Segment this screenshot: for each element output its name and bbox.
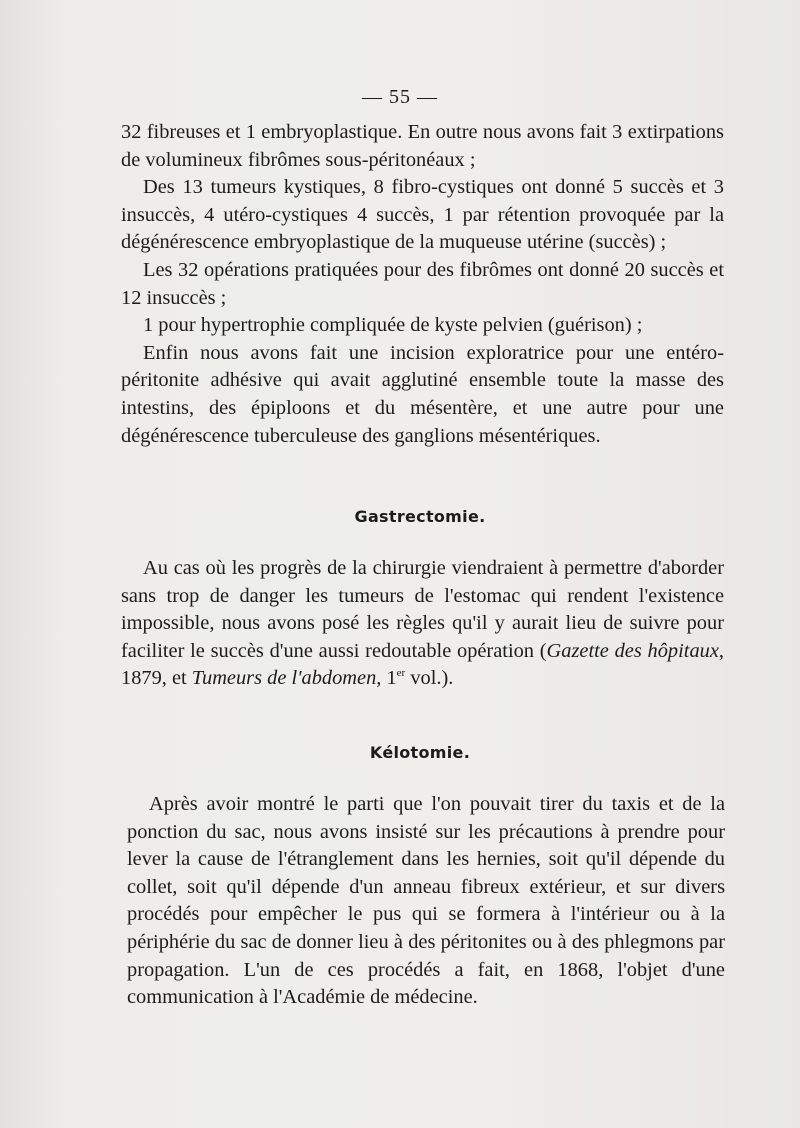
paragraph-gastrectomie <box>121 555 724 693</box>
text-block-operations <box>121 119 724 450</box>
text-gastrectomie-mid: , 1879, et <box>121 639 724 690</box>
text-block-kelotomie <box>127 791 725 1012</box>
paragraph-tumeurs-kystiques: Des 13 tumeurs kystiques, 8 fibro-cystiques ont donné 5 succès et 3 insuccès, 4 utéro-cystiques 4 succès, 1 par rétention provoquée par la dégénérescence embryoplastique de la muqueuse utérine (succès) ; <box>121 176 724 254</box>
section-heading-kelotomie: Kélotomie. <box>369 743 471 762</box>
paragraph-fibreuses: 32 fibreuses et 1 embryoplastique. En outre nous avons fait 3 extirpations de volumineux fibrômes sous-péritonéaux ; <box>121 121 724 171</box>
paragraph-kelotomie: Après avoir montré le parti que l'on pouvait tirer du taxis et de la ponction du sac, nous avons insisté sur les précautions à prendre pour lever la cause de l'étranglement dans les hernies, soit qu'il dépende du collet, soit qu'il dépende d'un anneau fibreux extérieur, et sur divers procédés pour empêcher le pus qui se formera à l'intérieur ou à la périphérie du sac de donner lieu à des péritonites ou à des phlegmons par propagation. L'un de ces procédés a fait, en 1868, l'objet d'une communication à l'Académie de médecine. <box>127 793 725 1009</box>
text-gastrectomie-vol: , 1 <box>376 667 397 690</box>
paragraph-incision-exploratrice: Enfin nous avons fait une incision exploratrice pour une entéro-péritonite adhésive qui avait agglutiné ensemble toute la masse des intestins, des épiploons et du mésentère, et une autre pour une dégénérescence tuberculeuse des ganglions mésentériques. <box>121 341 724 447</box>
paragraph-fibromes: Les 32 opérations pratiquées pour des fibrômes ont donné 20 succès et 12 insuccès ; <box>121 258 724 309</box>
page-number: — 55 — <box>362 86 438 108</box>
text-gastrectomie-start: Au cas où les progrès de la chirurgie viendraient à permettre d'aborder sans trop de danger les tumeurs de l'estomac qui rendent l'existence impossible, nous avons posé les règles qu'il y aurait lieu de suivre pour faciliter le succès d'une aussi redoutable opération ( <box>121 557 724 662</box>
citation-tumeurs-de-l-abdomen: Tumeurs de l'abdomen <box>191 667 377 690</box>
text-gastrectomie-end: vol.). <box>405 667 454 690</box>
citation-gazette-des-hopitaux: Gazette des hôpitaux <box>546 639 719 662</box>
paragraph-hypertrophie: 1 pour hypertrophie compliquée de kyste pelvien (guérison) ; <box>143 314 643 337</box>
superscript-er: er <box>396 667 406 680</box>
section-heading-gastrectomie: Gastrectomie. <box>354 507 486 526</box>
text-block-gastrectomie <box>121 555 724 693</box>
